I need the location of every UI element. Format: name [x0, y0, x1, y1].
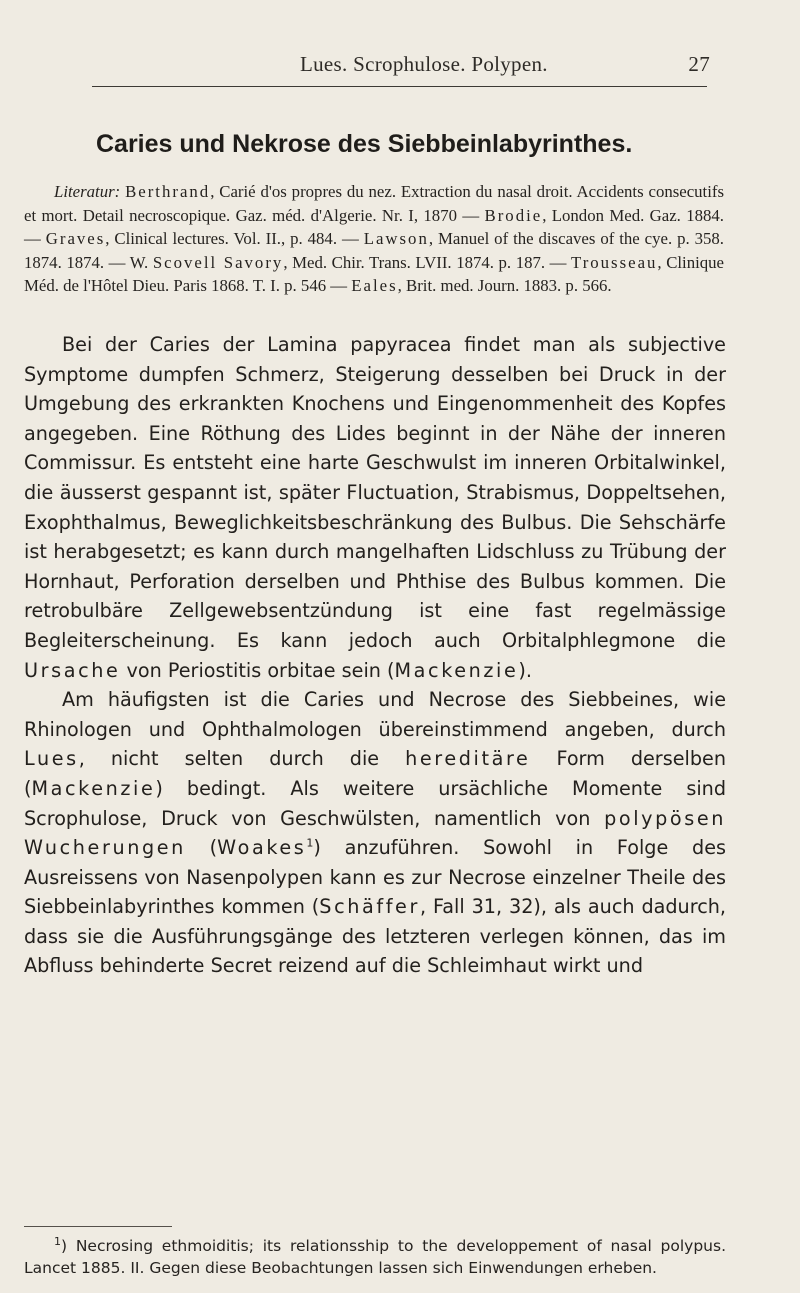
author-name: Graves: [45, 229, 106, 248]
footnote-rule: [24, 1226, 172, 1227]
author-name: Brodie: [484, 205, 543, 225]
literature-label: Literatur:: [54, 182, 121, 201]
page-number: 27: [688, 52, 710, 76]
emphasis-spaced: Lues: [24, 747, 79, 771]
paragraph-symptoms: Bei der Caries der Lamina papyracea findet man als subjective Symptome dumpfen Schmerz, Steigerung desselben bei Druck in der Umgebung des erkrankten Knochens und Eingenommenheit des Kopfes angegeben. Eine Röthung des Lides beginnt in der Nähe der inneren Commissur. Es entsteht eine harte Geschwulst im inneren Orbitalwinkel, die äusserst gespannt ist, später Fluctuation, Strabismus, Doppeltsehen, Exophthalmus, Beweglichkeitsbeschränkung des Bulbus. Die Sehschärfe ist herabgesetzt; es kann durch mangelhaften Lidschluss zu Trübung der Hornhaut, Perforation derselben und Phthise des Bulbus kommen. Die retrobulbäre Zellgewebsentzündung ist eine fast regelmässige Begleiterscheinung. Es kann jedoch auch Orbitalphlegmone die Ursache von Periostitis orbitae sein (Mackenzie).: [24, 333, 726, 682]
author-name: Trousseau: [571, 252, 658, 272]
body-text: [24, 330, 726, 981]
emphasis-spaced: polypösen Wucherungen: [24, 806, 726, 860]
running-head: [300, 52, 710, 77]
paragraph-causes: Am häufigsten ist die Caries und Necrose des Siebbeines, wie Rhinologen und Ophthalmologen übereinstimmend angeben, durch Lues, nicht selten durch die hereditäre Form derselben (Mackenzie) bedingt. Als weitere ursächliche Momente sind Scrophulose, Druck von Geschwülsten, namentlich von polypösen Wucherungen (Woakes$^1$) anzuführen. Sowohl in Folge des Ausreissens von Nasenpolypen kann es zur Necrose einzelner Theile des Siebbeinlabyrinthes kommen (Schäffer, Fall 31, 32), als auch dadurch, dass sie die Ausführungsgänge des letzteren verlegen können, das im Abfluss behinderte Secret reizend auf die Schleimhaut wirkt und: [24, 688, 726, 978]
footnote-text: ) Necrosing ethmoiditis; its relationsship to the developpement of nasal polypus. Lancet 1885. II. Gegen diese Beobachtungen lassen sich Einwendungen erheben.: [24, 1237, 726, 1277]
running-title: Lues. Scrophulose. Polypen.: [300, 52, 548, 76]
author-name: Scovell Savory: [152, 252, 284, 272]
footnote: [24, 1235, 726, 1279]
literature-references: Literatur: Berthrand, Carié d'os propres du nez. Extraction du nasal droit. Accidents consecutifs et mort. Detail necroscopique. Gaz. méd. d'Algerie. Nr. I, 1870 — Brodie, London Med. Gaz. 1884. — Graves, Clinical lectures. Vol. II., p. 484. — Lawson, Manuel of the discaves of the cye. p. 358. 1874. 1874. — W. Scovell Savory, Med. Chir. Trans. LVII. 1874. p. 187. — Trousseau, Clinique Méd. de l'Hôtel Dieu. Paris 1868. T. I. p. 546 — Eales, Brit. med. Journ. 1883. p. 566.: [24, 182, 725, 295]
emphasis-spaced: Ursache: [24, 658, 121, 682]
emphasis-spaced: hereditäre: [405, 747, 531, 771]
author-name: Eales: [351, 276, 398, 295]
section-title: Caries und Nekrose des Siebbeinlabyrinthes.: [96, 130, 633, 158]
author-name: Mackenzie: [31, 776, 156, 800]
author-name: Berthrand: [125, 182, 211, 201]
author-name: Woakes: [217, 836, 307, 860]
author-name: Schäffer: [319, 895, 420, 919]
footnote-reference: 1: [306, 836, 314, 850]
author-name: Mackenzie: [394, 658, 519, 682]
author-name: Lawson: [363, 229, 429, 248]
header-rule: [92, 86, 707, 87]
footnote-mark: 1: [54, 1234, 61, 1248]
